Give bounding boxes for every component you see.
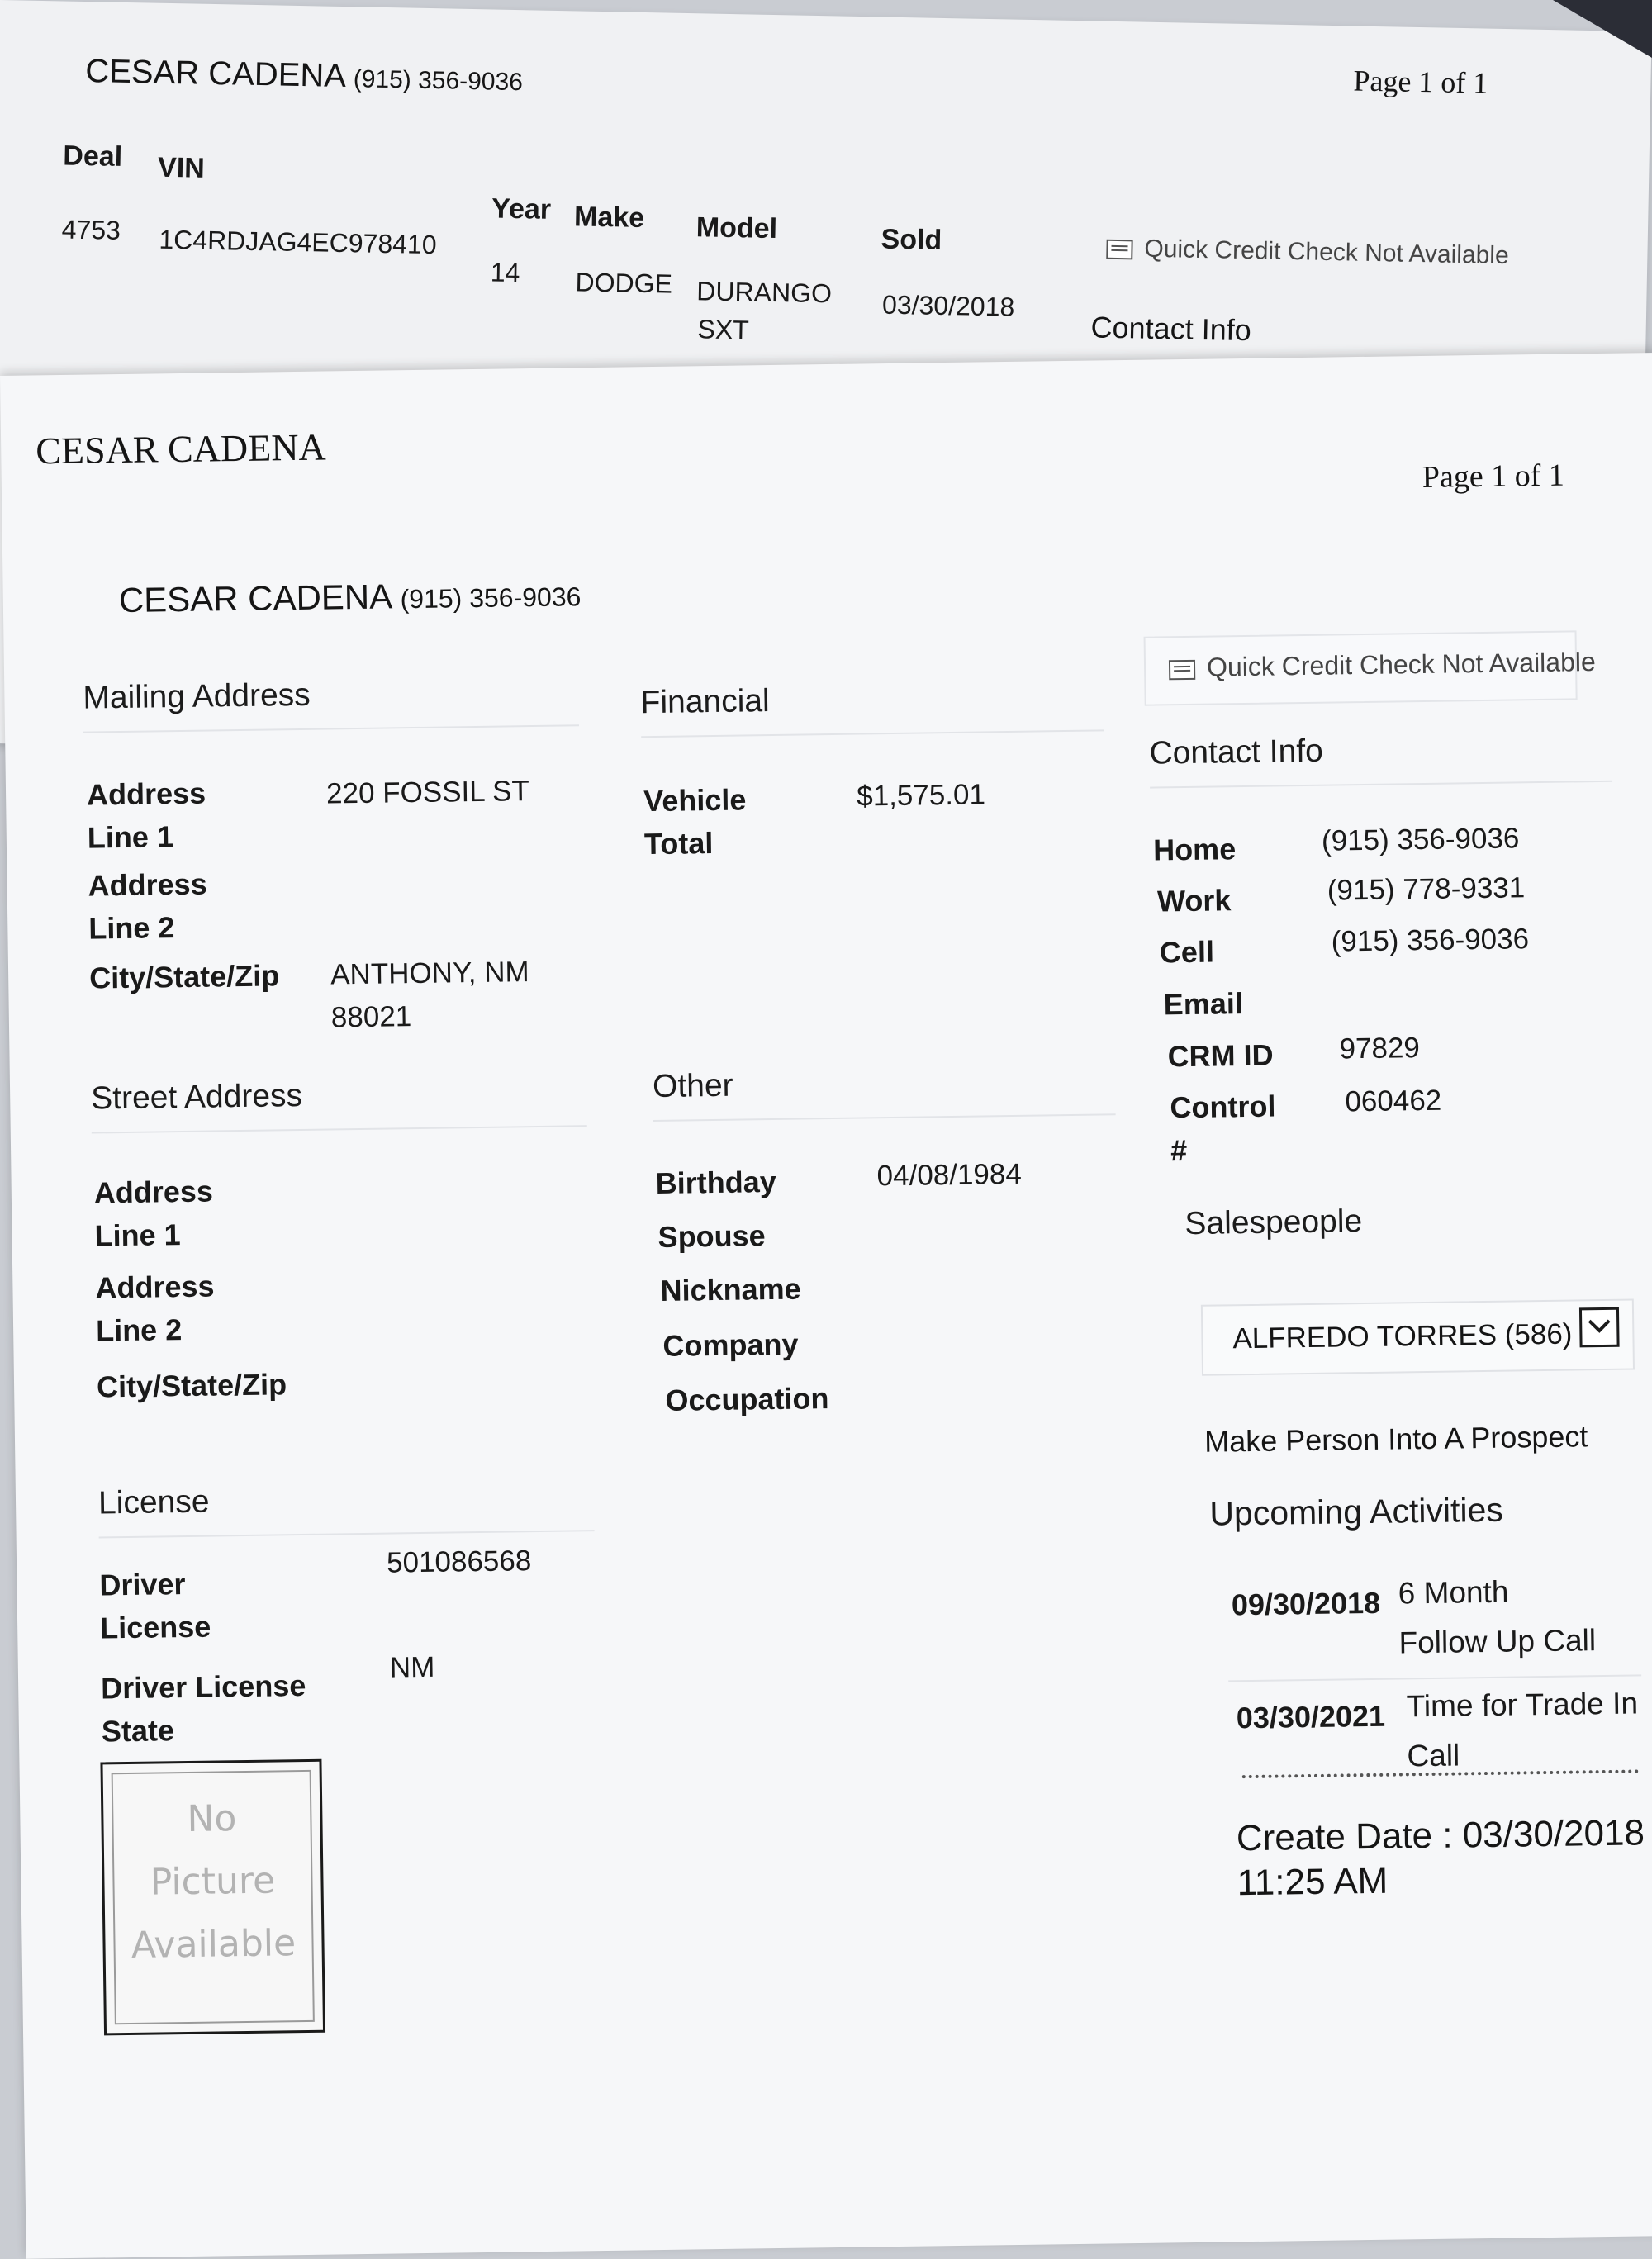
email-label: Email <box>1163 986 1244 1022</box>
mailing-addr1-value: 220 FOSSIL ST <box>325 775 530 810</box>
back-contact-title: Contact Info <box>1090 310 1252 348</box>
divider <box>1150 781 1612 789</box>
create-date <box>1236 1811 1645 1905</box>
cell-value: (915) 356-9036 <box>1331 923 1530 958</box>
upcoming-activities-title: Upcoming Activities <box>1209 1490 1504 1533</box>
no-picture-placeholder <box>100 1759 325 2036</box>
front-page-label: Page 1 of 1 <box>1422 458 1565 495</box>
quick-credit-check-text: Quick Credit Check Not Available <box>1169 647 1596 683</box>
mailing-address-title: Mailing Address <box>83 676 311 716</box>
back-customer-name: CESAR CADENA <box>84 53 345 95</box>
crm-id-label: CRM ID <box>1167 1037 1274 1074</box>
home-value: (915) 356-9036 <box>1321 822 1520 857</box>
card-icon <box>1169 659 1195 679</box>
back-page-label: Page 1 of 1 <box>1353 64 1488 100</box>
cell-model-line1: DURANGO <box>696 276 833 309</box>
col-year: Year <box>491 192 552 225</box>
birthday-value: 04/08/1984 <box>876 1157 1023 1193</box>
divider <box>653 1113 1116 1122</box>
cell-deal: 4753 <box>61 214 121 245</box>
street-csz-label: City/State/Zip <box>96 1367 287 1404</box>
cell-model-line2: SXT <box>697 314 750 345</box>
back-quick-credit: Quick Credit Check Not Available <box>1106 235 1509 270</box>
control-number-value: 060462 <box>1345 1084 1442 1118</box>
driver-license-label: Driver License <box>99 1567 211 1645</box>
front-header-name: CESAR CADENA <box>35 425 327 472</box>
spouse-label: Spouse <box>657 1218 766 1254</box>
birthday-label: Birthday <box>655 1164 777 1201</box>
street-addr1-label: Address Line 1 <box>93 1174 214 1253</box>
nickname-label: Nickname <box>660 1271 801 1307</box>
salesperson-select[interactable] <box>1201 1298 1635 1375</box>
financial-title: Financial <box>640 683 770 721</box>
customer-phone: (915) 356-9036 <box>400 581 582 615</box>
col-vin: VIN <box>157 151 206 184</box>
customer-name: CESAR CADENA <box>118 577 392 620</box>
home-label: Home <box>1152 832 1237 867</box>
driver-license-value: 501086568 <box>386 1545 532 1579</box>
divider <box>92 1125 587 1133</box>
no-picture-line1: No <box>187 1797 237 1841</box>
crm-id-value: 97829 <box>1339 1032 1421 1065</box>
create-date-line1: Create Date : 03/30/2018 <box>1236 1812 1645 1859</box>
make-prospect-link[interactable]: Make Person Into A Prospect <box>1203 1419 1588 1459</box>
front-sheet <box>0 352 1652 2259</box>
divider <box>99 1530 595 1538</box>
col-deal: Deal <box>63 140 123 173</box>
cell-year: 14 <box>490 257 520 288</box>
vehicle-total-value: $1,575.01 <box>856 778 986 813</box>
occupation-label: Occupation <box>665 1381 829 1417</box>
license-title: License <box>97 1483 210 1521</box>
back-customer-header <box>85 53 523 98</box>
cell-vin: 1C4RDJAG4EC978410 <box>159 224 437 260</box>
mailing-csz-line1: ANTHONY, NM <box>330 956 529 991</box>
salespeople-title: Salespeople <box>1184 1203 1363 1242</box>
company-label: Company <box>662 1326 799 1363</box>
mailing-csz-label: City/State/Zip <box>88 958 280 995</box>
background-corner <box>1553 0 1652 58</box>
street-addr2-label: Address Line 2 <box>95 1269 215 1348</box>
customer-header <box>118 574 581 620</box>
cell-make: DODGE <box>575 267 673 299</box>
mailing-addr2-label: Address Line 2 <box>88 866 207 946</box>
work-label: Work <box>1156 883 1232 918</box>
card-icon <box>1106 240 1132 260</box>
activity-date: 03/30/2021 <box>1236 1698 1386 1735</box>
other-title: Other <box>652 1067 733 1105</box>
salesperson-selected: ALFREDO TORRES (586) <box>1232 1317 1573 1355</box>
activity-description: Time for Trade In Call <box>1406 1686 1639 1773</box>
driver-license-state-label: Driver License State <box>100 1668 306 1749</box>
no-picture-line2: Picture <box>150 1859 276 1904</box>
work-value: (915) 778-9331 <box>1327 871 1526 907</box>
col-make: Make <box>573 201 645 235</box>
divider <box>641 729 1104 738</box>
contact-info-title: Contact Info <box>1149 733 1324 771</box>
control-number-label: Control # <box>1170 1089 1276 1168</box>
cell-sold: 03/30/2018 <box>881 289 1015 322</box>
back-customer-phone: (915) 356-9036 <box>353 65 524 97</box>
col-model: Model <box>695 211 778 245</box>
mailing-addr1-label: Address Line 1 <box>86 776 206 855</box>
street-address-title: Street Address <box>90 1077 303 1117</box>
col-sold: Sold <box>881 223 942 256</box>
driver-license-state-value: NM <box>389 1650 435 1684</box>
mailing-csz-line2: 88021 <box>330 1000 412 1034</box>
quick-credit-check[interactable] <box>1144 630 1597 705</box>
cell-label: Cell <box>1159 934 1215 970</box>
chevron-down-icon[interactable] <box>1579 1307 1620 1348</box>
activity-description: 6 Month Follow Up Call <box>1398 1574 1597 1660</box>
divider <box>83 724 579 733</box>
vehicle-total-label: Vehicle Total <box>643 782 747 861</box>
activity-date: 09/30/2018 <box>1231 1585 1381 1622</box>
no-picture-line3: Available <box>131 1922 297 1967</box>
create-date-line2: 11:25 AM <box>1237 1860 1389 1904</box>
